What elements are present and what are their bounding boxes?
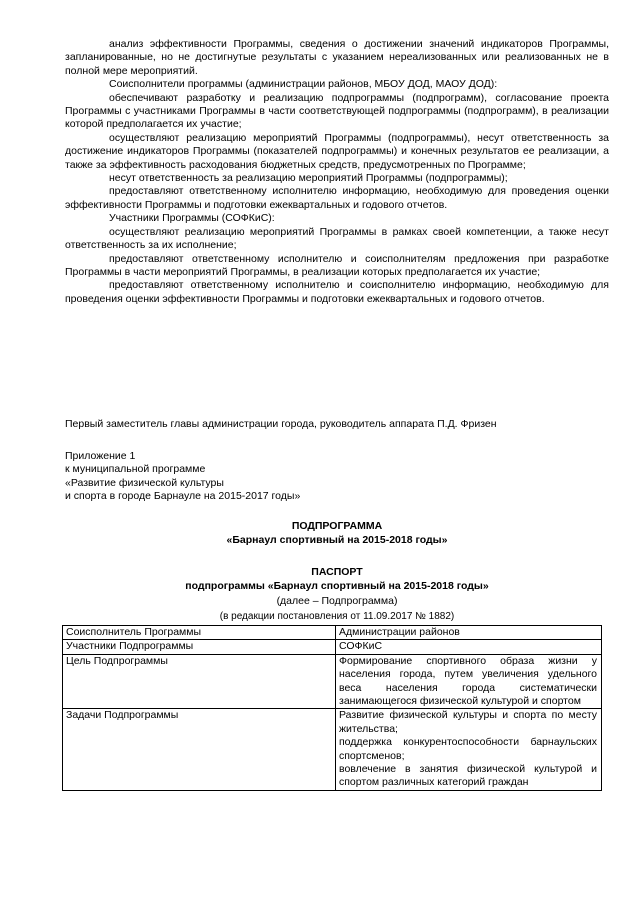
passport-subtitle: подпрограммы «Барнаул спортивный на 2015-2018 годы» bbox=[185, 579, 489, 592]
table-cell-label: Цель Подпрограммы bbox=[63, 654, 336, 709]
table-cell-label: Соисполнитель Программы bbox=[63, 626, 336, 640]
table-row bbox=[63, 640, 602, 654]
paragraph-coexecutors-develop: обеспечивают разработку и реализацию подпрограммы (подпрограмм), согласование проекта Программы с участниками Программы в части соответствующей подпрограммы (подпрограмм), в реализации которой предполагается их участие; bbox=[65, 91, 609, 131]
table-cell-label: Задачи Подпрограммы bbox=[63, 709, 336, 790]
subprogram-heading bbox=[65, 520, 609, 547]
table-cell-value: СОФКиС bbox=[336, 640, 602, 654]
paragraph-participants-heading: Участники Программы (СОФКиС): bbox=[109, 212, 275, 225]
passport-edition: (в редакции постановления от 11.09.2017 № 1882) bbox=[219, 611, 455, 622]
appendix-line-1: Приложение 1 bbox=[65, 450, 136, 462]
table-row bbox=[63, 709, 602, 790]
task-line: Развитие физической культуры и спорта по месту жительства; bbox=[339, 709, 597, 735]
passport-note: (далее – Подпрограмма) bbox=[276, 595, 398, 607]
paragraph-coexecutors-implement: осуществляют реализацию мероприятий Программы (подпрограммы), несут ответственность за достижение индикаторов Программы (показателей подпрограммы) и конечных результатов ее реализации, а также за эффективность расходования бюджетных средств, предусмотренных по Программе; bbox=[65, 131, 609, 171]
paragraph-participants-implement: осуществляют реализацию мероприятий Программы в рамках своей компетенции, а также несут ответственность за их исполнение; bbox=[65, 225, 609, 252]
appendix-line-3: «Развитие физической культуры bbox=[65, 476, 224, 489]
passport-table bbox=[62, 625, 602, 791]
paragraph-participants-report: предоставляют ответственному исполнителю и соисполнителю информацию, необходимую для проведения оценки эффективности Программы и подготовки ежеквартальных и годового отчетов. bbox=[65, 279, 609, 305]
paragraph-analysis: анализ эффективности Программы, сведения о достижении значений индикаторов Программы, запланированные, но не достигнутые результаты с указанием нереализованных или реализованных не в полной мере мероприятий. bbox=[65, 38, 609, 77]
table-cell-value: Формирование спортивного образа жизни у населения города, путем увеличения удельного веса населения города систематически занимающегося физической культурой и спортом bbox=[336, 654, 602, 709]
passport-title: ПАСПОРТ bbox=[311, 566, 363, 578]
table-cell-value: Администрации районов bbox=[336, 626, 602, 640]
appendix-line-4: и спорта в городе Барнауле на 2015-2017 годы» bbox=[65, 490, 301, 503]
appendix-block bbox=[65, 450, 465, 504]
table-row bbox=[63, 654, 602, 709]
subprogram-subtitle: «Барнаул спортивный на 2015-2018 годы» bbox=[226, 533, 448, 546]
table-row bbox=[63, 626, 602, 640]
table-cell-label: Участники Подпрограммы bbox=[63, 640, 336, 654]
paragraph-coexecutors-heading: Соисполнители программы (администрации районов, МБОУ ДОД, МАОУ ДОД): bbox=[109, 78, 498, 91]
body-text bbox=[65, 38, 609, 306]
task-line: вовлечение в занятия физической культурой и спортом различных категорий граждан bbox=[339, 763, 597, 789]
signature-line: Первый заместитель главы администрации города, руководитель аппарата П.Д. Фризен bbox=[65, 418, 497, 430]
task-line: поддержка конкурентоспособности барнаульских спортсменов; bbox=[339, 736, 597, 762]
subprogram-title: ПОДПРОГРАММА bbox=[291, 520, 383, 532]
paragraph-coexecutors-responsible: несут ответственность за реализацию мероприятий Программы (подпрограммы); bbox=[109, 172, 508, 185]
paragraph-coexecutors-report: предоставляют ответственному исполнителю информацию, необходимую для проведения оценки эффективности Программы и подготовки ежеквартальных и годового отчетов. bbox=[65, 185, 609, 211]
appendix-line-2: к муниципальной программе bbox=[65, 463, 206, 476]
table-cell-value bbox=[336, 709, 602, 790]
passport-heading bbox=[65, 566, 609, 593]
paragraph-participants-proposals: предоставляют ответственному исполнителю и соисполнителям предложения при разработке Программы в части мероприятий Программы, в реализации которых предполагается их участие; bbox=[65, 252, 609, 278]
